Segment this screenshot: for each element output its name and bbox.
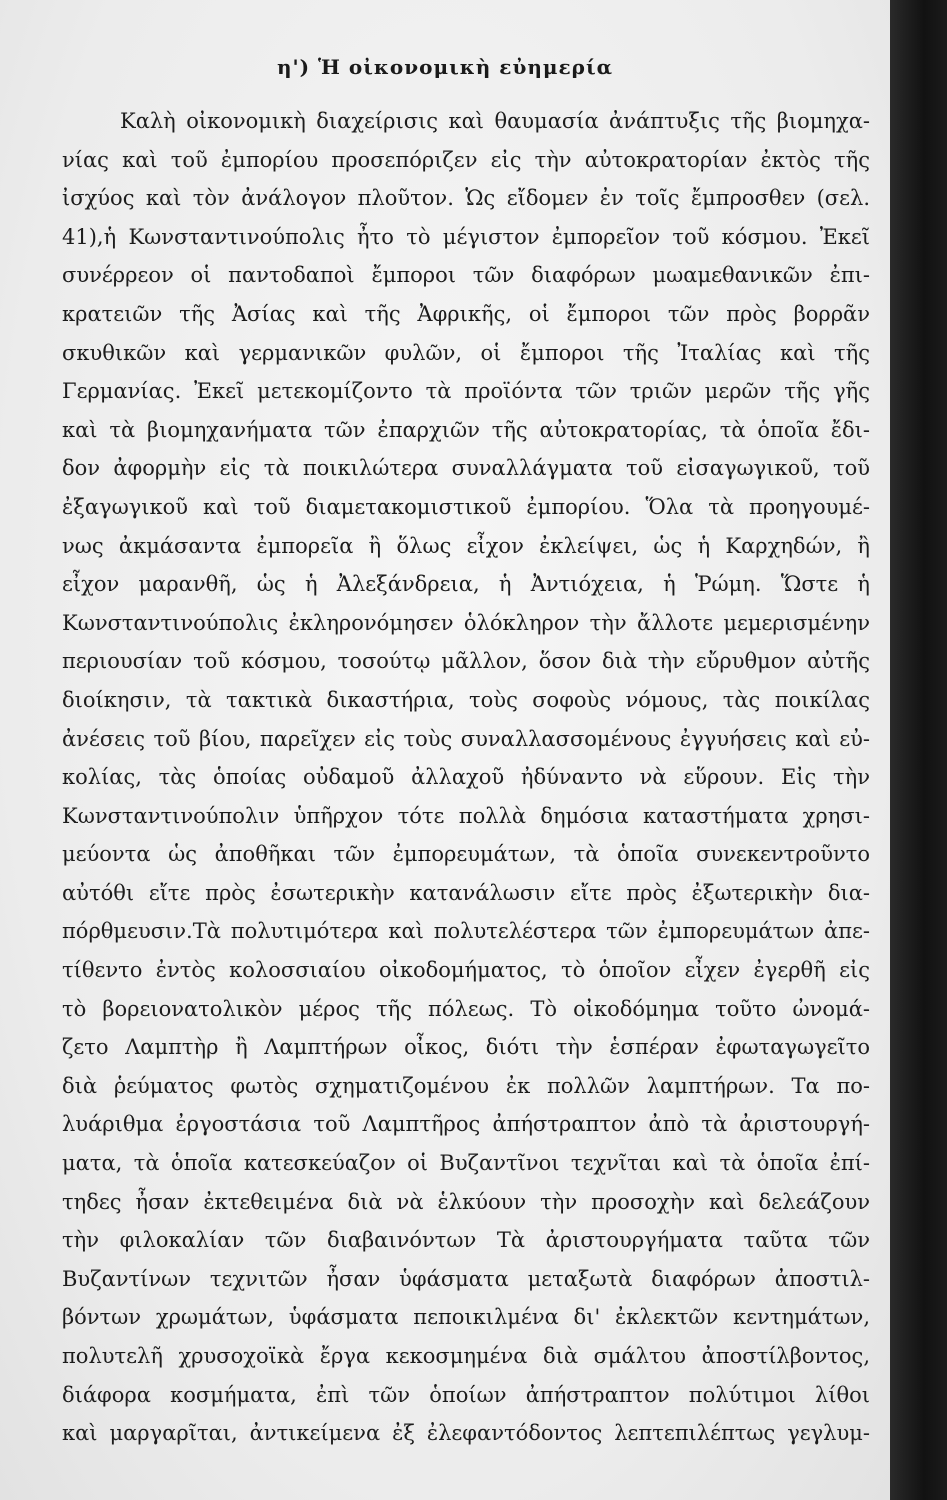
text-line: ζετο Λαμπτὴρ ἢ Λαμπτήρων οἶκος, διότι τὴν ἑσπέραν ἐφωταγωγεῖτο [62,1035,870,1060]
text-line: καὶ τὰ βιομηχανήματα τῶν ἐπαρχιῶν τῆς αὐτοκρατορίας, τὰ ὁποῖα ἔδι- [62,417,870,442]
text-line: πολυτελῆ χρυσοχοϊκὰ ἔργα κεκοσμημένα διὰ σμάλτου ἀποστίλβοντος, [62,1344,870,1368]
text-line: 41),ἡ Κωνσταντινούπολις ἦτο τὸ μέγιστον ἐμπορεῖον τοῦ κόσμου. Ἐκεῖ [62,224,870,249]
text-line: περιουσίαν τοῦ κόσμου, τοσούτῳ μᾶλλον, ὅσον διὰ τὴν εὔρυθμον αὐτῆς [62,649,870,674]
text-line: μεύοντα ὡς ἀποθῆκαι τῶν ἐμπορευμάτων, τὰ ὁποῖα συνεκεντροῦντο [62,842,870,867]
text-line: νίας καὶ τοῦ ἐμπορίου προσεπόριζεν εἰς τὴν αὐτοκρατορίαν ἐκτὸς τῆς [62,147,870,172]
text-line: δον ἀφορμὴν εἰς τὰ ποικιλώτερα συναλλάγματα τοῦ εἰσαγωγικοῦ, τοῦ [62,456,870,481]
text-line: Βυζαντίνων τεχνιτῶν ἦσαν ὑφάσματα μεταξωτὰ διαφόρων ἀποστιλ- [62,1266,870,1291]
text-line: τὴν φιλοκαλίαν τῶν διαβαινόντων Τὰ ἀριστουργήματα ταῦτα τῶν [62,1228,870,1253]
text-line: κρατειῶν τῆς Ἀσίας καὶ τῆς Ἀφρικῆς, οἱ ἔμποροι τῶν πρὸς βορρᾶν [62,301,870,326]
text-line: πόρθμευσιν.Τὰ πολυτιμότερα καὶ πολυτελέστερα τῶν ἐμπορευμάτων ἀπε- [62,919,870,944]
text-line: ματα, τὰ ὁποῖα κατεσκεύαζον οἱ Βυζαντῖνοι τεχνῖται καὶ τὰ ὁποῖα ἐπί- [62,1151,870,1176]
text-line: ἐξαγωγικοῦ καὶ τοῦ διαμετακομιστικοῦ ἐμπορίου. Ὅλα τὰ προηγουμέ- [62,494,870,519]
text-line: τηδες ἦσαν ἐκτεθειμένα διὰ νὰ ἑλκύουν τὴν προσοχὴν καὶ δελεάζουν [62,1189,870,1214]
text-line: τίθεντο ἐντὸς κολοσσιαίου οἰκοδομήματος, τὸ ὁποῖον εἶχεν ἐγερθῆ εἰς [62,958,870,983]
text-line: αὐτόθι εἴτε πρὸς ἐσωτερικὴν κατανάλωσιν εἴτε πρὸς ἐξωτερικὴν δια- [62,880,870,905]
text-line: Καλὴ οἰκονομικὴ διαχείρισις καὶ θαυμασία ἀνάπτυξις τῆς βιομηχα- [120,109,870,133]
text-line: ἀνέσεις τοῦ βίου, παρεῖχεν εἰς τοὺς συναλλασσομένους ἐγγυήσεις καὶ εὐ- [62,726,870,751]
text-line: Κωνσταντινούπολις ἐκληρονόμησεν ὁλόκληρον τὴν ἄλλοτε μεμερισμένην [62,610,870,635]
text-line: ἰσχύος καὶ τὸν ἀνάλογον πλοῦτον. Ὡς εἴδομεν ἐν τοῖς ἔμπροσθεν (σελ. [62,186,870,211]
section-heading: η') Ἡ οἰκονομικὴ εὐημερία [276,55,614,79]
text-line: βόντων χρωμάτων, ὑφάσματα πεποικιλμένα δι' ἐκλεκτῶν κεντημάτων, [62,1305,870,1330]
text-line: τὸ βορειονατολικὸν μέρος τῆς πόλεως. Τὸ οἰκοδόμημα τοῦτο ὠνομά- [62,996,870,1021]
text-line: Γερμανίας. Ἐκεῖ μετεκομίζοντο τὰ προϊόντα τῶν τριῶν μερῶν τῆς γῆς [62,379,870,404]
body-paragraph [62,102,870,1453]
text-line: σκυθικῶν καὶ γερμανικῶν φυλῶν, οἱ ἔμποροι τῆς Ἰταλίας καὶ τῆς [62,340,870,365]
page-edge-shadow [890,0,947,1500]
text-line: διοίκησιν, τὰ τακτικὰ δικαστήρια, τοὺς σοφοὺς νόμους, τὰς ποικίλας [62,687,870,712]
text-line: Κωνσταντινούπολιν ὑπῆρχον τότε πολλὰ δημόσια καταστήματα χρησι- [62,803,870,828]
text-line: διάφορα κοσμήματα, ἐπὶ τῶν ὁποίων ἀπήστραπτον πολύτιμοι λίθοι [62,1382,870,1407]
text-line: νως ἀκμάσαντα ἐμπορεῖα ἢ ὅλως εἶχον ἐκλείψει, ὡς ἡ Καρχηδών, ἢ [62,533,870,558]
text-line: διὰ ῥεύματος φωτὸς σχηματιζομένου ἐκ πολλῶν λαμπτήρων. Τα πο- [62,1073,870,1098]
text-line: καὶ μαργαρῖται, ἀντικείμενα ἐξ ἐλεφαντόδοντος λεπτεπιλέπτως γεγλυμ- [62,1421,870,1446]
text-line: κολίας, τὰς ὁποίας οὐδαμοῦ ἀλλαχοῦ ἠδύναντο νὰ εὕρουν. Εἰς τὴν [62,765,870,790]
text-line: συνέρρεον οἱ παντοδαποὶ ἔμποροι τῶν διαφόρων μωαμεθανικῶν ἐπι- [62,263,870,288]
text-line: εἶχον μαρανθῆ, ὡς ἡ Ἀλεξάνδρεια, ἡ Ἀντιόχεια, ἡ Ῥώμη. Ὥστε ἡ [62,572,870,597]
text-line: λυάριθμα ἐργοστάσια τοῦ Λαμπτῆρος ἀπήστραπτον ἀπὸ τὰ ἀριστουργή- [62,1112,870,1137]
